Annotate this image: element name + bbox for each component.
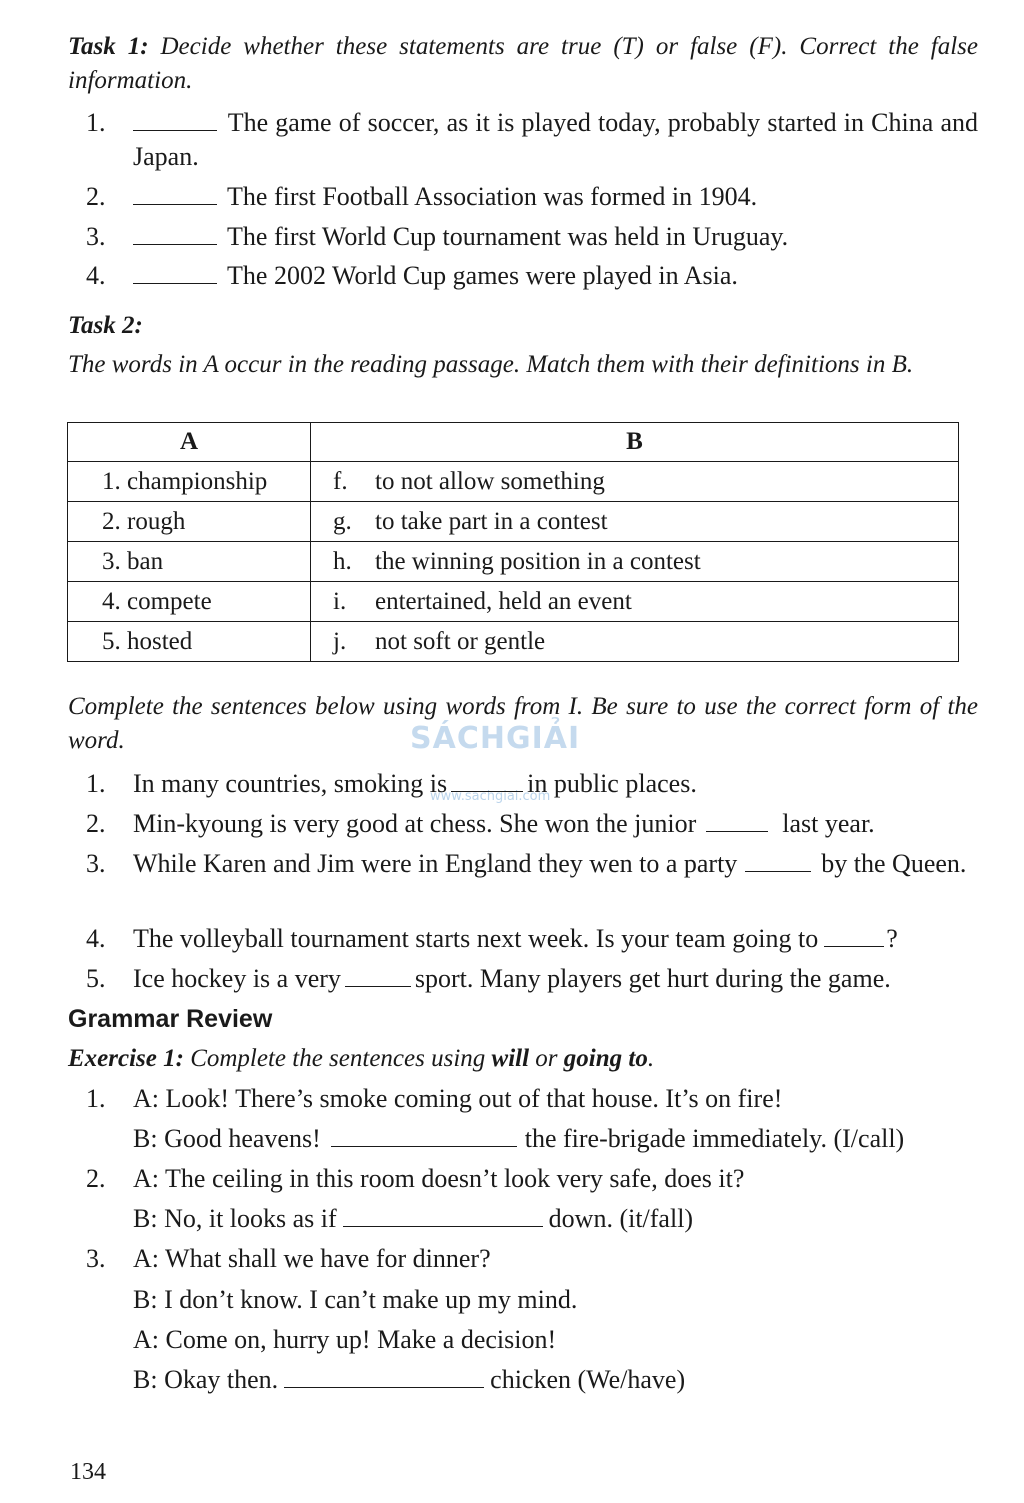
dialogue-line	[133, 1363, 978, 1397]
term-cell: 5. hosted	[68, 622, 311, 662]
definition-cell	[311, 622, 959, 662]
table-row	[68, 462, 959, 502]
table-row	[68, 582, 959, 622]
dialogue-line: A: The ceiling in this room doesn’t look very safe, does it?	[133, 1164, 745, 1193]
grammar-review-title: Grammar Review	[68, 1005, 273, 1033]
sentence-after: last year.	[782, 809, 875, 838]
term-cell: 3. ban	[68, 542, 311, 582]
sentence-before: The volleyball tournament starts next week. Is your team going to	[133, 924, 819, 953]
task1-item-text: The first Football Association was formed in 1904.	[227, 182, 758, 211]
complete-item-number: 3.	[86, 849, 106, 878]
dialogue-line: A: What shall we have for dinner?	[133, 1244, 491, 1273]
exercise1-heading	[68, 1042, 654, 1076]
answer-blank[interactable]	[343, 1202, 543, 1227]
complete-item-line	[133, 847, 978, 881]
definition-letter: j.	[333, 627, 347, 655]
dialogue-before: B: Okay then.	[133, 1365, 279, 1394]
task1-item-line	[133, 106, 978, 174]
task1-item-text: The 2002 World Cup games were played in Asia.	[227, 261, 738, 290]
watermark-logo: SÁCHGIẢI	[410, 721, 581, 756]
sentence-after: in public places.	[527, 769, 697, 798]
answer-blank[interactable]	[745, 847, 811, 872]
dialogue-after: the fire-brigade immediately. (I/call)	[524, 1124, 905, 1153]
exercise-item-number: 3.	[86, 1244, 106, 1273]
watermark-url: www.sachgiai.com	[430, 789, 551, 804]
task1-item-text: The first World Cup tournament was held in Uruguay.	[227, 222, 789, 251]
sentence-before: Min-kyoung is very good at chess. She won the junior	[133, 809, 697, 838]
definition-text: to take part in a contest	[375, 507, 608, 535]
table-row	[68, 622, 959, 662]
definition-text: to not allow something	[375, 467, 605, 495]
dialogue-before: B: No, it looks as if	[133, 1204, 337, 1233]
term-cell: 1. championship	[68, 462, 311, 502]
dialogue-line	[133, 1122, 978, 1156]
exercise1-period: .	[647, 1045, 655, 1072]
task1-item-number: 2.	[86, 182, 106, 211]
task1-instruction: Decide whether these statements are true (T) or false (F). Correct the false information.	[68, 33, 978, 94]
task1-item-number: 4.	[86, 261, 106, 290]
task1-item-number: 1.	[86, 108, 106, 137]
exercise1-text: Complete the sentences using	[190, 1045, 486, 1072]
task1-item-number: 3.	[86, 222, 106, 251]
page-number: 134	[70, 1459, 106, 1485]
task1-item-text: The game of soccer, as it is played today, probably started in China and Japan.	[133, 108, 978, 171]
definition-letter: f.	[333, 467, 348, 495]
answer-blank[interactable]	[133, 180, 217, 205]
matching-table	[67, 422, 959, 662]
complete-item-line	[133, 807, 978, 841]
dialogue-line: A: Come on, hurry up! Make a decision!	[133, 1325, 557, 1354]
dialogue-line	[133, 1202, 978, 1236]
definition-text: not soft or gentle	[375, 627, 546, 655]
sentence-after: sport. Many players get hurt during the game.	[414, 964, 891, 993]
answer-blank[interactable]	[331, 1122, 517, 1147]
complete-item-number: 5.	[86, 964, 106, 993]
dialogue-line: B: I don’t know. I can’t make up my mind.	[133, 1285, 578, 1314]
table-header-row	[68, 423, 959, 462]
sentence-before: While Karen and Jim were in England they wen to a party	[133, 849, 738, 878]
dialogue-after: chicken (We/have)	[490, 1365, 686, 1394]
table-row	[68, 542, 959, 582]
term-cell: 4. compete	[68, 582, 311, 622]
definition-text: entertained, held an event	[375, 587, 632, 615]
task1-item-line	[133, 220, 978, 254]
task1-item-line	[133, 180, 978, 214]
exercise-item-number: 2.	[86, 1164, 106, 1193]
definition-letter: g.	[333, 507, 352, 535]
dialogue-after: down. (it/fall)	[548, 1204, 694, 1233]
definition-letter: i.	[333, 587, 347, 615]
answer-blank[interactable]	[284, 1363, 484, 1388]
answer-blank[interactable]	[451, 767, 523, 792]
complete-item-line	[133, 962, 978, 996]
answer-blank[interactable]	[133, 259, 217, 284]
task2-instruction: The words in A occur in the reading passage. Match them with their definitions in B.	[68, 351, 914, 378]
task2-label: Task 2:	[68, 312, 143, 339]
sentence-before: In many countries, smoking is	[133, 769, 448, 798]
dialogue-line: A: Look! There’s smoke coming out of that house. It’s on fire!	[133, 1084, 783, 1113]
exercise1-label: Exercise 1:	[68, 1045, 184, 1072]
term-cell: 2. rough	[68, 502, 311, 542]
complete-instruction: Complete the sentences below using words from I. Be sure to use the correct form of the word.	[68, 693, 978, 754]
exercise1-or: or	[535, 1045, 558, 1072]
definition-cell	[311, 582, 959, 622]
sentence-before: Ice hockey is a very	[133, 964, 341, 993]
sentence-after: ?	[886, 924, 898, 953]
exercise1-keyword-going-to: going to	[563, 1045, 648, 1072]
table-row	[68, 502, 959, 542]
task1-label: Task 1:	[68, 33, 149, 60]
exercise1-keyword-will: will	[491, 1045, 530, 1072]
column-header-a: A	[68, 423, 311, 462]
definition-cell	[311, 542, 959, 582]
complete-item-number: 4.	[86, 924, 106, 953]
complete-item-line	[133, 767, 978, 801]
definition-text: the winning position in a contest	[375, 547, 701, 575]
complete-item-number: 2.	[86, 809, 106, 838]
task1-item-line	[133, 259, 978, 293]
answer-blank[interactable]	[706, 807, 768, 832]
column-header-b: B	[311, 423, 959, 462]
sentence-after: by the Queen.	[821, 849, 967, 878]
answer-blank[interactable]	[345, 962, 411, 987]
definition-cell	[311, 502, 959, 542]
definition-cell	[311, 462, 959, 502]
task1-heading	[68, 30, 978, 98]
answer-blank[interactable]	[133, 220, 217, 245]
complete-item-line	[133, 922, 978, 956]
complete-item-number: 1.	[86, 769, 106, 798]
exercise-item-number: 1.	[86, 1084, 106, 1113]
definition-letter: h.	[333, 547, 352, 575]
dialogue-before: B: Good heavens!	[133, 1124, 321, 1153]
answer-blank[interactable]	[133, 106, 217, 131]
answer-blank[interactable]	[824, 922, 884, 947]
